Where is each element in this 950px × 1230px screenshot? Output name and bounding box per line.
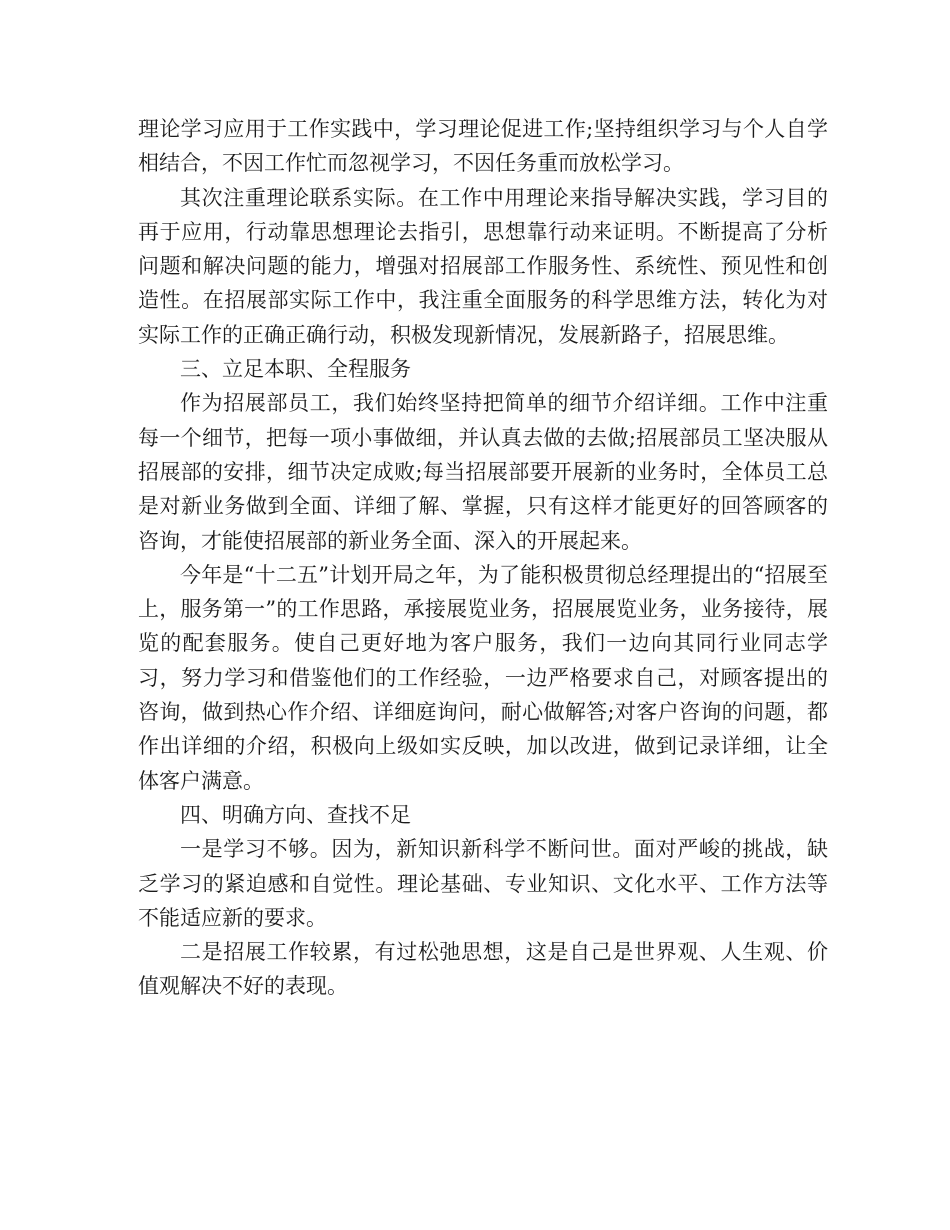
paragraph-attention-detail: 作为招展部员工，我们始终坚持把简单的细节介绍详细。工作中注重每一个细节，把每一项小事做细，并认真去做的去做;招展部员工坚决服从招展部的安排，细节决定成败;每当招展部要开展新的业务时，全体员工总是对新业务做到全面、详细了解、掌握，只有这样才能更好的回答顾客的咨询，才能使招展部的新业务全面、深入的开展起来。 [138, 391, 828, 553]
document-body [138, 112, 828, 1004]
section-heading-3: 三、立足本职、全程服务 [180, 357, 411, 382]
paragraph-theory-practice: 其次注重理论联系实际。在工作中用理论来指导解决实践，学习目的再于应用，行动靠思想理论去指引，思想靠行动来证明。不断提高了分析问题和解决问题的能力，增强对招展部工作服务性、系统性、预见性和创造性。在招展部实际工作中，我注重全面服务的科学思维方法，转化为对实际工作的正确正确行动，积极发现新情况，发展新路子，招展思维。 [138, 185, 828, 347]
section-heading-4: 四、明确方向、查找不足 [180, 802, 411, 827]
paragraph-shortcoming-1: 一是学习不够。因为，新知识新科学不断问世。面对严峻的挑战，缺乏学习的紧迫感和自觉性。理论基础、专业知识、文化水平、工作方法等不能适应新的要求。 [138, 837, 828, 930]
paragraph-continued: 理论学习应用于工作实践中，学习理论促进工作;坚持组织学习与个人自学相结合，不因工作忙而忽视学习，不因任务重而放松学习。 [138, 117, 828, 176]
paragraph-this-year: 今年是“十二五”计划开局之年，为了能积极贯彻总经理提出的“招展至上，服务第一”的工作思路，承接展览业务，招展展览业务，业务接待，展览的配套服务。使自己更好地为客户服务，我们一边向其同行业同志学习，努力学习和借鉴他们的工作经验，一边严格要求自己，对顾客提出的咨询，做到热心作介绍、详细庭询问，耐心做解答;对客户咨询的问题，都作出详细的介绍，积极向上级如实反映，加以改进，做到记录详细，让全体客户满意。 [138, 562, 828, 793]
paragraph-shortcoming-2: 二是招展工作较累，有过松弛思想，这是自己是世界观、人生观、价值观解决不好的表现。 [138, 940, 828, 999]
